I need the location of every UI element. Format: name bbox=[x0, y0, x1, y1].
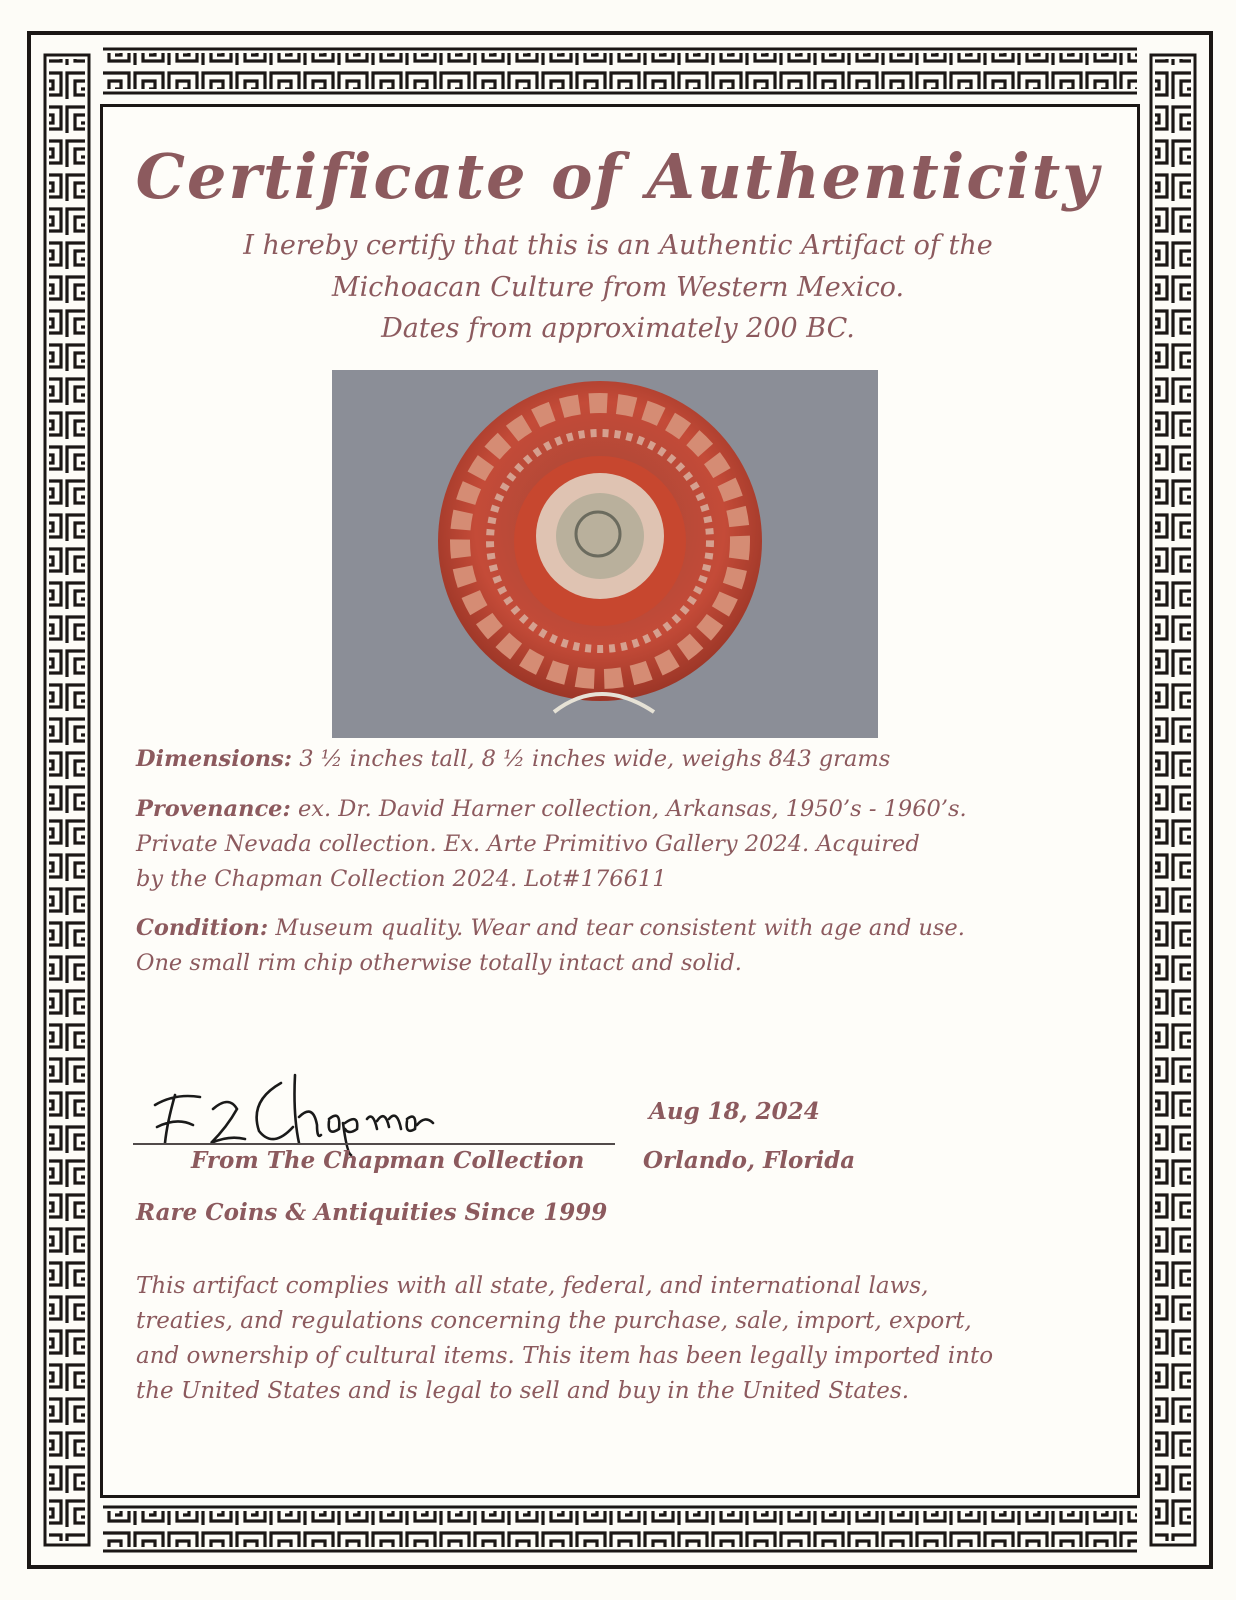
legal-line-2: treaties, and regulations concerning the purchase, sale, import, export, bbox=[136, 1308, 972, 1334]
meander-border-bottom bbox=[31, 1495, 1209, 1565]
legal-statement bbox=[136, 1269, 1106, 1409]
dimensions-section bbox=[136, 742, 1096, 777]
meander-border-left bbox=[31, 35, 103, 1565]
provenance-label: Provenance: bbox=[136, 796, 291, 822]
certificate-date: Aug 18, 2024 bbox=[649, 1098, 820, 1125]
provenance-line-1: ex. Dr. David Harner collection, Arkansas, 1950’s - 1960’s. bbox=[297, 796, 967, 822]
certification-line-2: Michoacan Culture from Western Mexico. bbox=[331, 272, 905, 303]
dimensions-text: 3 ½ inches tall, 8 ½ inches wide, weighs 843 grams bbox=[299, 746, 891, 772]
condition-section bbox=[136, 911, 1096, 981]
condition-line-1: Museum quality. Wear and tear consistent with age and use. bbox=[275, 915, 965, 941]
certificate-location: Orlando, Florida bbox=[643, 1147, 856, 1174]
provenance-line-3: by the Chapman Collection 2024. Lot#176611 bbox=[136, 866, 667, 892]
condition-label: Condition: bbox=[136, 915, 269, 941]
tagline: Rare Coins & Antiquities Since 1999 bbox=[136, 1199, 608, 1226]
meander-border-top bbox=[31, 35, 1209, 107]
legal-line-1: This artifact complies with all state, federal, and international laws, bbox=[136, 1273, 929, 1299]
dimensions-label: Dimensions: bbox=[136, 746, 293, 772]
meander-border-right bbox=[1137, 35, 1209, 1565]
certification-line-3: Dates from approximately 200 BC. bbox=[381, 313, 855, 344]
legal-line-4: the United States and is legal to sell and buy in the United States. bbox=[136, 1378, 910, 1404]
condition-line-2: One small rim chip otherwise totally intact and solid. bbox=[136, 950, 742, 976]
provenance-line-2: Private Nevada collection. Ex. Arte Primitivo Gallery 2024. Acquired bbox=[136, 831, 920, 857]
certificate-title: Certificate of Authenticity bbox=[135, 140, 1101, 213]
certification-line-1: I hereby certify that this is an Authentic Artifact of the bbox=[243, 230, 993, 261]
artifact-photo bbox=[332, 370, 878, 738]
from-collection: From The Chapman Collection bbox=[191, 1147, 585, 1174]
legal-line-3: and ownership of cultural items. This item has been legally imported into bbox=[136, 1343, 994, 1369]
signature-line bbox=[133, 1143, 615, 1145]
provenance-section bbox=[136, 792, 1096, 897]
